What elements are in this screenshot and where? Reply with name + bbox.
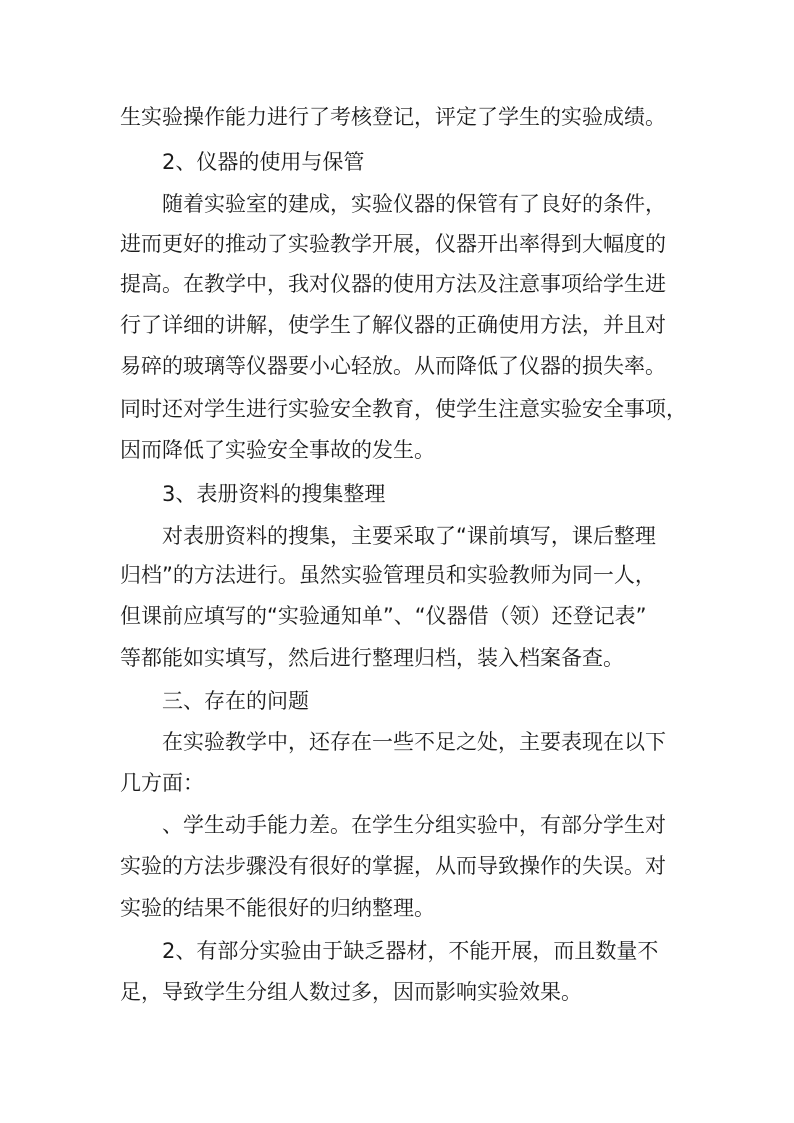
text-line: 在实验教学中，还存在一些不足之处，主要表现在以下 xyxy=(162,730,666,754)
text-line: 、学生动手能力差。在学生分组实验中，有部分学生对 xyxy=(162,813,666,837)
text-line: 生实验操作能力进行了考核登记，评定了学生的实验成绩。 xyxy=(120,105,666,129)
text-line: 等都能如实填写，然后进行整理归档，装入档案备查。 xyxy=(120,646,624,670)
text-line: 几方面： xyxy=(120,771,204,795)
text-line: 行了详细的讲解，使学生了解仪器的正确使用方法，并且对 xyxy=(120,313,666,337)
text-line: 归档”的方法进行。虽然实验管理员和实验教师为同一人， xyxy=(120,563,656,587)
section-heading: 2、仪器的使用与保管 xyxy=(162,150,365,174)
text-line: 因而降低了实验安全事故的发生。 xyxy=(120,438,435,462)
text-line: 但课前应填写的“实验通知单”、“仪器借（领）还登记表” xyxy=(120,604,647,628)
section-heading: 3、表册资料的搜集整理 xyxy=(162,482,386,506)
text-line: 足，导致学生分组人数过多，因而影响实验效果。 xyxy=(120,980,582,1004)
text-line: 提高。在教学中，我对仪器的使用方法及注意事项给学生进 xyxy=(120,272,666,296)
text-line: 实验的方法步骤没有很好的掌握，从而导致操作的失误。对 xyxy=(120,854,666,878)
section-heading: 三、存在的问题 xyxy=(162,689,309,713)
text-line: 易碎的玻璃等仪器要小心轻放。从而降低了仪器的损失率。 xyxy=(120,354,666,378)
text-line: 随着实验室的建成，实验仪器的保管有了良好的条件， xyxy=(162,192,666,216)
text-line: 对表册资料的搜集，主要采取了“课前填写，课后整理 xyxy=(162,524,656,548)
text-line: 实验的结果不能很好的归纳整理。 xyxy=(120,896,435,920)
text-line: 2、有部分实验由于缺乏器材，不能开展，而且数量不 xyxy=(162,939,659,963)
text-line: 同时还对学生进行实验安全教育，使学生注意实验安全事项， xyxy=(120,397,687,421)
text-line: 进而更好的推动了实验教学开展，仪器开出率得到大幅度的 xyxy=(120,232,666,256)
